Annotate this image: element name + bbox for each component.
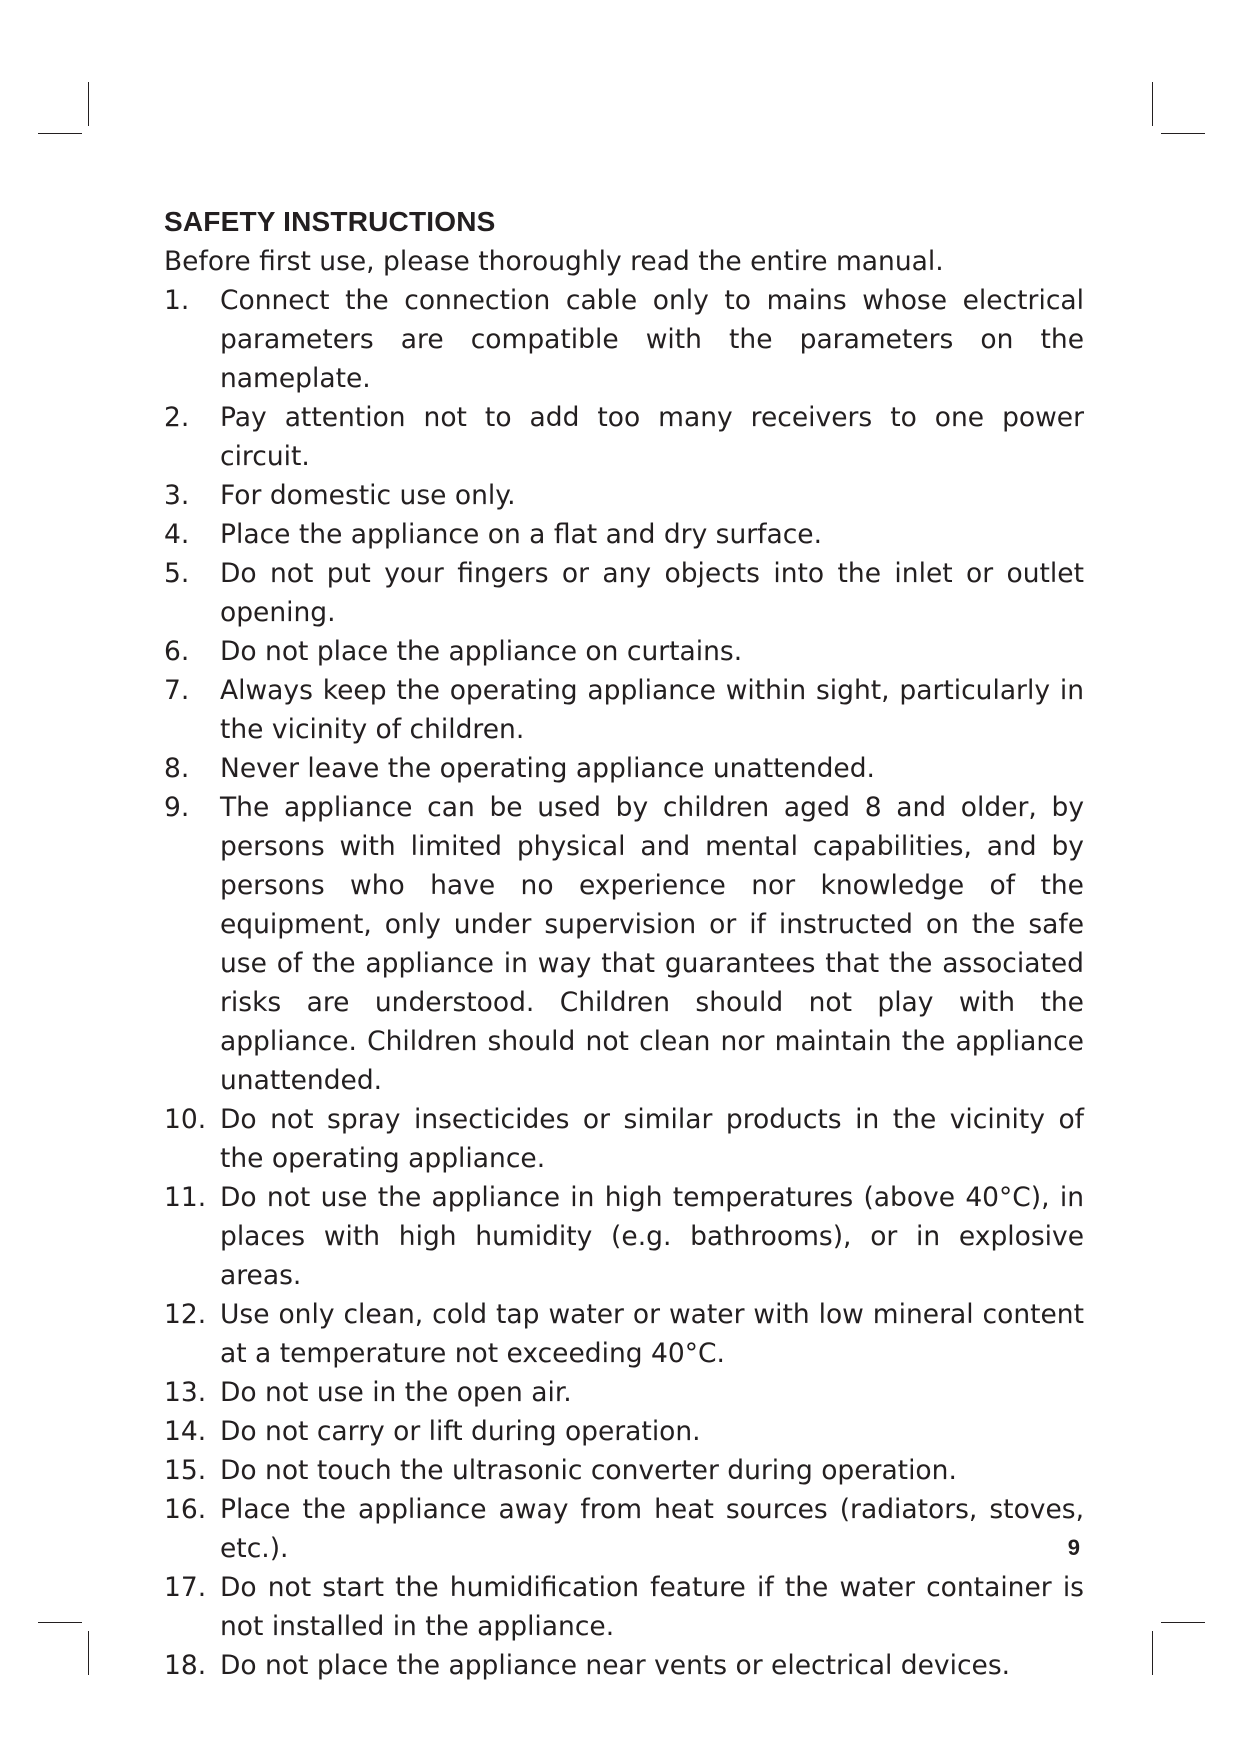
crop-mark-top-left-horizontal [38,133,82,134]
list-item-text: Do not use in the open air. [220,1377,572,1408]
list-item-number: 2. [164,402,190,433]
page-number: 9 [1067,1535,1080,1560]
list-item-number: 17. [164,1572,207,1603]
list-item-number: 16. [164,1494,207,1525]
list-item-number: 10. [164,1104,207,1135]
list-item [164,1412,1084,1451]
intro-text: Before first use, please thoroughly read the entire manual. [164,246,944,277]
list-item-text: Do not spray insecticides or similar products in the vicinity of the operating appliance. [220,1104,1084,1174]
list-item [164,788,1084,1100]
list-item [164,632,1084,671]
list-item-number: 4. [164,519,190,550]
list-item-number: 9. [164,792,190,823]
list-item-text: Place the appliance away from heat sources (radiators, stoves, etc.). [220,1494,1084,1564]
list-item [164,398,1084,476]
list-item-number: 3. [164,480,190,511]
list-item [164,1568,1084,1646]
list-item [164,281,1084,398]
list-item-text: Do not touch the ultrasonic converter during operation. [220,1455,957,1486]
safety-instructions-section [164,202,1084,1685]
list-item [164,1178,1084,1295]
crop-mark-top-left-vertical [88,82,89,126]
crop-mark-bottom-left-vertical [88,1631,89,1675]
list-item-text: Pay attention not to add too many receivers to one power circuit. [220,402,1084,472]
list-item-number: 5. [164,558,190,589]
instructions-list [164,281,1084,1685]
list-item [164,749,1084,788]
crop-mark-bottom-left-horizontal [38,1622,82,1623]
list-item-text: For domestic use only. [220,480,516,511]
list-item-text: Place the appliance on a flat and dry surface. [220,519,823,550]
list-item [164,554,1084,632]
list-item-text: Do not put your fingers or any objects into the inlet or outlet opening. [220,558,1084,628]
crop-mark-bottom-right-horizontal [1161,1622,1205,1623]
list-item-text: Do not carry or lift during operation. [220,1416,701,1447]
list-item [164,1490,1084,1568]
list-item-text: Use only clean, cold tap water or water with low mineral content at a temperature not exceeding 40°C. [220,1299,1084,1369]
list-item-number: 11. [164,1182,207,1213]
list-item [164,1646,1084,1685]
list-item-number: 8. [164,753,190,784]
list-item-text: Do not start the humidification feature if the water container is not installed in the appliance. [220,1572,1084,1642]
list-item-text: The appliance can be used by children aged 8 and older, by persons with limited physical and mental capabilities, and by persons who have no experience nor knowledge of the equipment, only under supervision or if instructed on the safe use of the appliance in way that guarantees that the associated risks are understood. Children should not play with the appliance. Children should not clean nor maintain the appliance unattended. [220,792,1084,1096]
crop-mark-top-right-horizontal [1161,133,1205,134]
list-item-number: 18. [164,1650,207,1681]
list-item-text: Always keep the operating appliance within sight, particularly in the vicinity of children. [220,675,1084,745]
list-item-text: Do not place the appliance on curtains. [220,636,743,667]
list-item [164,476,1084,515]
list-item-number: 15. [164,1455,207,1486]
list-item [164,515,1084,554]
list-item-text: Never leave the operating appliance unattended. [220,753,875,784]
list-item-number: 14. [164,1416,207,1447]
list-item-text: Do not place the appliance near vents or electrical devices. [220,1650,1011,1681]
list-item [164,671,1084,749]
list-item [164,1100,1084,1178]
list-item-number: 12. [164,1299,207,1330]
list-item-text: Connect the connection cable only to mains whose electrical parameters are compatible with the parameters on the nameplate. [220,285,1084,394]
list-item-number: 1. [164,285,190,316]
crop-mark-bottom-right-vertical [1152,1631,1153,1675]
section-title: SAFETY INSTRUCTIONS [164,206,496,237]
list-item-number: 7. [164,675,190,706]
list-item-number: 13. [164,1377,207,1408]
crop-mark-top-right-vertical [1152,82,1153,126]
list-item [164,1295,1084,1373]
list-item [164,1373,1084,1412]
list-item-number: 6. [164,636,190,667]
list-item [164,1451,1084,1490]
list-item-text: Do not use the appliance in high temperatures (above 40°C), in places with high humidity (e.g. bathrooms), or in explosive areas. [220,1182,1084,1291]
